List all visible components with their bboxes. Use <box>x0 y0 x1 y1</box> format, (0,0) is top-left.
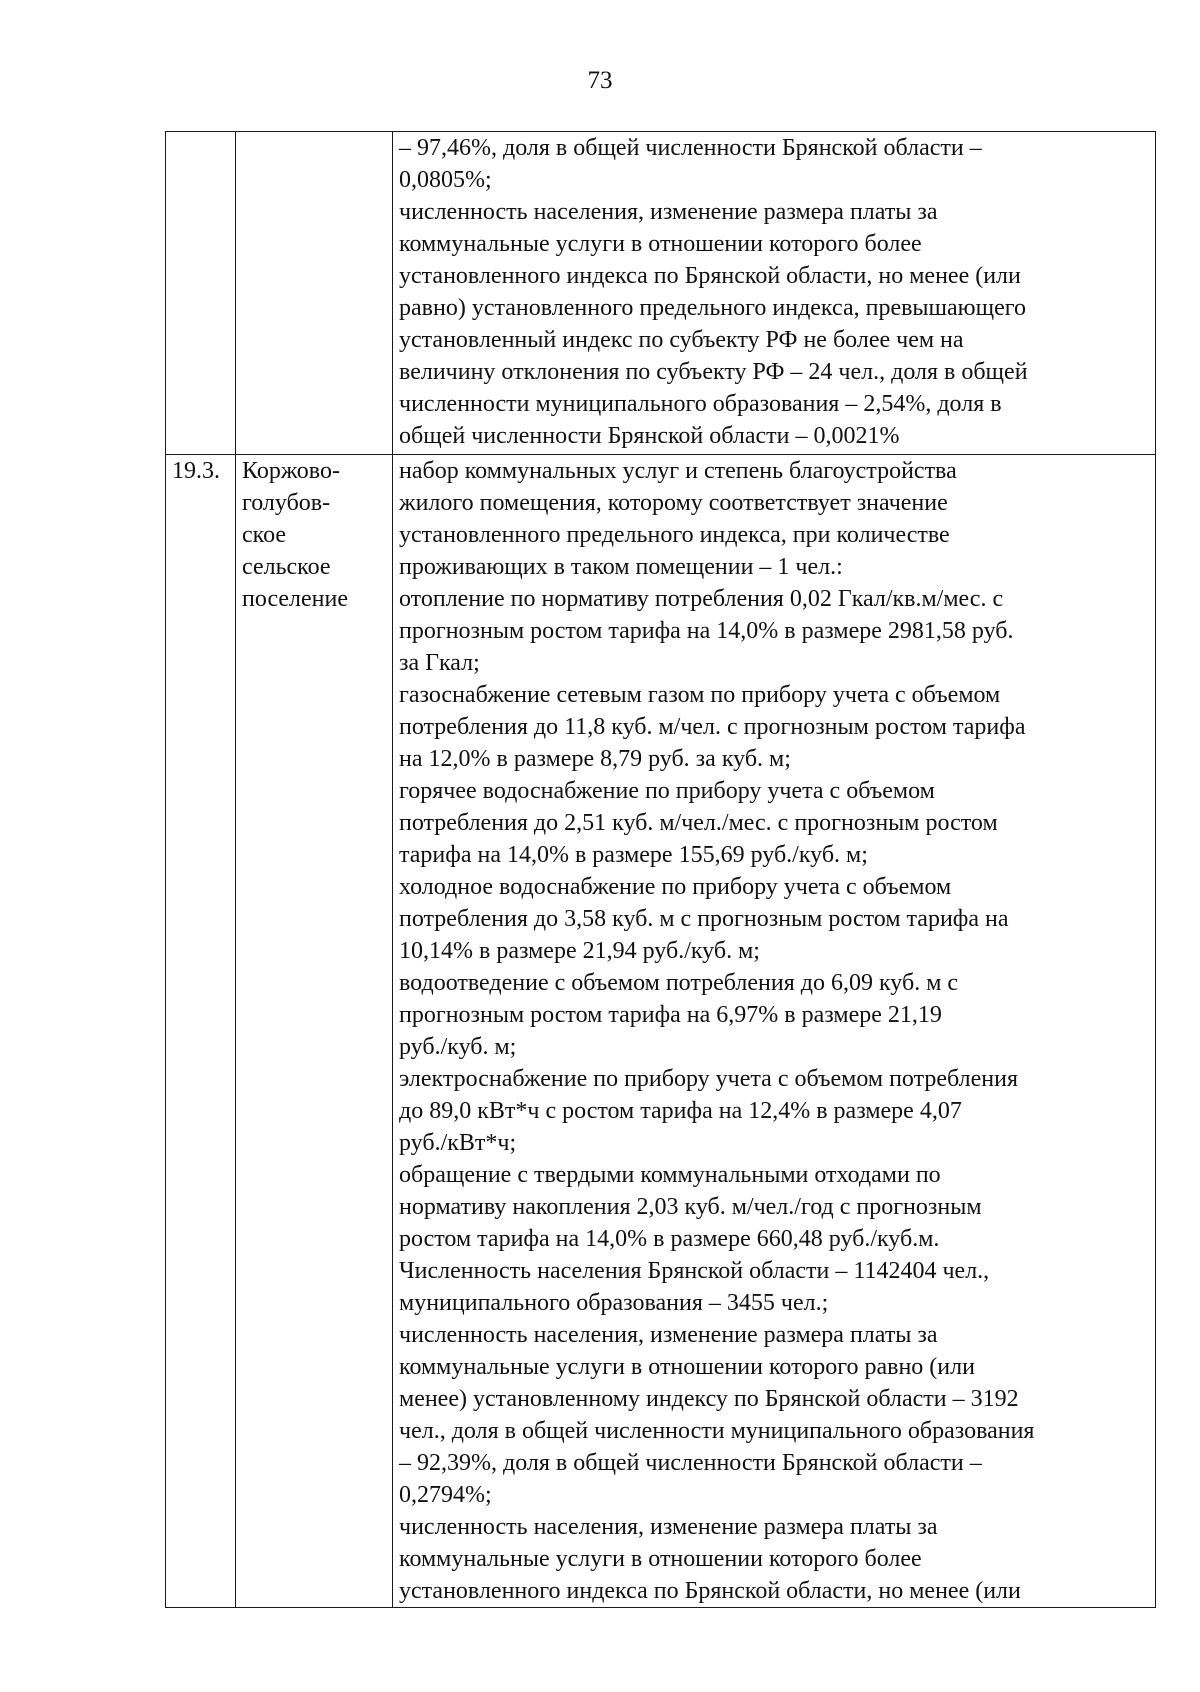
text-line: ское <box>242 522 287 548</box>
text-line: установленного индекса по Брянской области, но менее (или <box>399 263 1021 289</box>
row-description-cell <box>393 132 1156 455</box>
text-line: на 12,0% в размере 8,79 руб. за куб. м; <box>399 746 791 772</box>
text-line: набор коммунальных услуг и степень благоустройства <box>399 458 957 484</box>
text-line: общей численности Брянской области – 0,0021% <box>399 423 900 449</box>
text-line: поселение <box>242 586 349 612</box>
page-number: 73 <box>587 67 613 94</box>
row-description-cell <box>393 455 1156 1608</box>
text-line: численность населения, изменение размера платы за <box>399 1322 938 1348</box>
data-table <box>165 131 1156 1608</box>
text-line: сельское <box>242 554 331 580</box>
text-line: прогнозным ростом тарифа на 14,0% в размере 2981,58 руб. <box>399 618 1014 644</box>
text-line: голубов- <box>242 490 331 516</box>
text-line: установленный индекс по субъекту РФ не более чем на <box>399 327 964 353</box>
text-line: обращение с твердыми коммунальными отходами по <box>399 1162 941 1188</box>
text-line: коммунальные услуги в отношении которого равно (или <box>399 1354 975 1380</box>
text-line: 0,2794%; <box>399 1482 492 1508</box>
text-line: жилого помещения, которому соответствует значение <box>399 490 948 516</box>
table-row <box>166 132 1156 455</box>
row-number-cell: 19.3. <box>166 455 236 1608</box>
row-name-cell <box>236 455 393 1608</box>
text-line: газоснабжение сетевым газом по прибору учета с объемом <box>399 682 1001 708</box>
text-line: 10,14% в размере 21,94 руб./куб. м; <box>399 938 760 964</box>
text-line: установленного индекса по Брянской области, но менее (или <box>399 1578 1021 1604</box>
text-line: электроснабжение по прибору учета с объемом потребления <box>399 1066 1018 1092</box>
text-line: тарифа на 14,0% в размере 155,69 руб./куб. м; <box>399 842 868 868</box>
text-line: Коржово- <box>242 458 340 484</box>
row-number-cell <box>166 132 236 455</box>
text-line: водоотведение с объемом потребления до 6,09 куб. м с <box>399 970 959 996</box>
text-line: чел., доля в общей численности муниципального образования <box>399 1418 1035 1444</box>
text-line: холодное водоснабжение по прибору учета с объемом <box>399 874 952 900</box>
text-line: муниципального образования – 3455 чел.; <box>399 1290 829 1316</box>
text-line: ростом тарифа на 14,0% в размере 660,48 руб./куб.м. <box>399 1226 940 1252</box>
text-line: потребления до 3,58 куб. м с прогнозным ростом тарифа на <box>399 906 1009 932</box>
text-line: коммунальные услуги в отношении которого более <box>399 231 922 257</box>
text-line: численности муниципального образования – 2,54%, доля в <box>399 391 1002 417</box>
text-line: равно) установленного предельного индекса, превышающего <box>399 295 1026 321</box>
table-row <box>166 455 1156 1608</box>
text-line: коммунальные услуги в отношении которого более <box>399 1546 922 1572</box>
text-line: отопление по нормативу потребления 0,02 Гкал/кв.м/мес. с <box>399 586 1004 612</box>
text-line: – 92,39%, доля в общей численности Брянской области – <box>399 1450 982 1476</box>
text-line: до 89,0 кВт*ч с ростом тарифа на 12,4% в размере 4,07 <box>399 1098 962 1124</box>
text-line: величину отклонения по субъекту РФ – 24 чел., доля в общей <box>399 359 1028 385</box>
text-line: потребления до 11,8 куб. м/чел. с прогнозным ростом тарифа <box>399 714 1026 740</box>
row-name-cell <box>236 132 393 455</box>
text-line: 0,0805%; <box>399 167 492 193</box>
text-line: численность населения, изменение размера платы за <box>399 1514 938 1540</box>
text-line: – 97,46%, доля в общей численности Брянской области – <box>399 135 982 161</box>
text-line: проживающих в таком помещении – 1 чел.: <box>399 554 843 580</box>
text-line: руб./куб. м; <box>399 1034 517 1060</box>
text-line: руб./кВт*ч; <box>399 1130 517 1156</box>
text-line: горячее водоснабжение по прибору учета с объемом <box>399 778 935 804</box>
text-line: за Гкал; <box>399 650 480 676</box>
text-line: нормативу накопления 2,03 куб. м/чел./год с прогнозным <box>399 1194 982 1220</box>
text-line: численность населения, изменение размера платы за <box>399 199 938 225</box>
text-line: Численность населения Брянской области – 1142404 чел., <box>399 1258 990 1284</box>
text-line: установленного предельного индекса, при количестве <box>399 522 950 548</box>
text-line: прогнозным ростом тарифа на 6,97% в размере 21,19 <box>399 1002 942 1028</box>
text-line: потребления до 2,51 куб. м/чел./мес. с прогнозным ростом <box>399 810 998 836</box>
text-line: менее) установленному индексу по Брянской области – 3192 <box>399 1386 1019 1412</box>
